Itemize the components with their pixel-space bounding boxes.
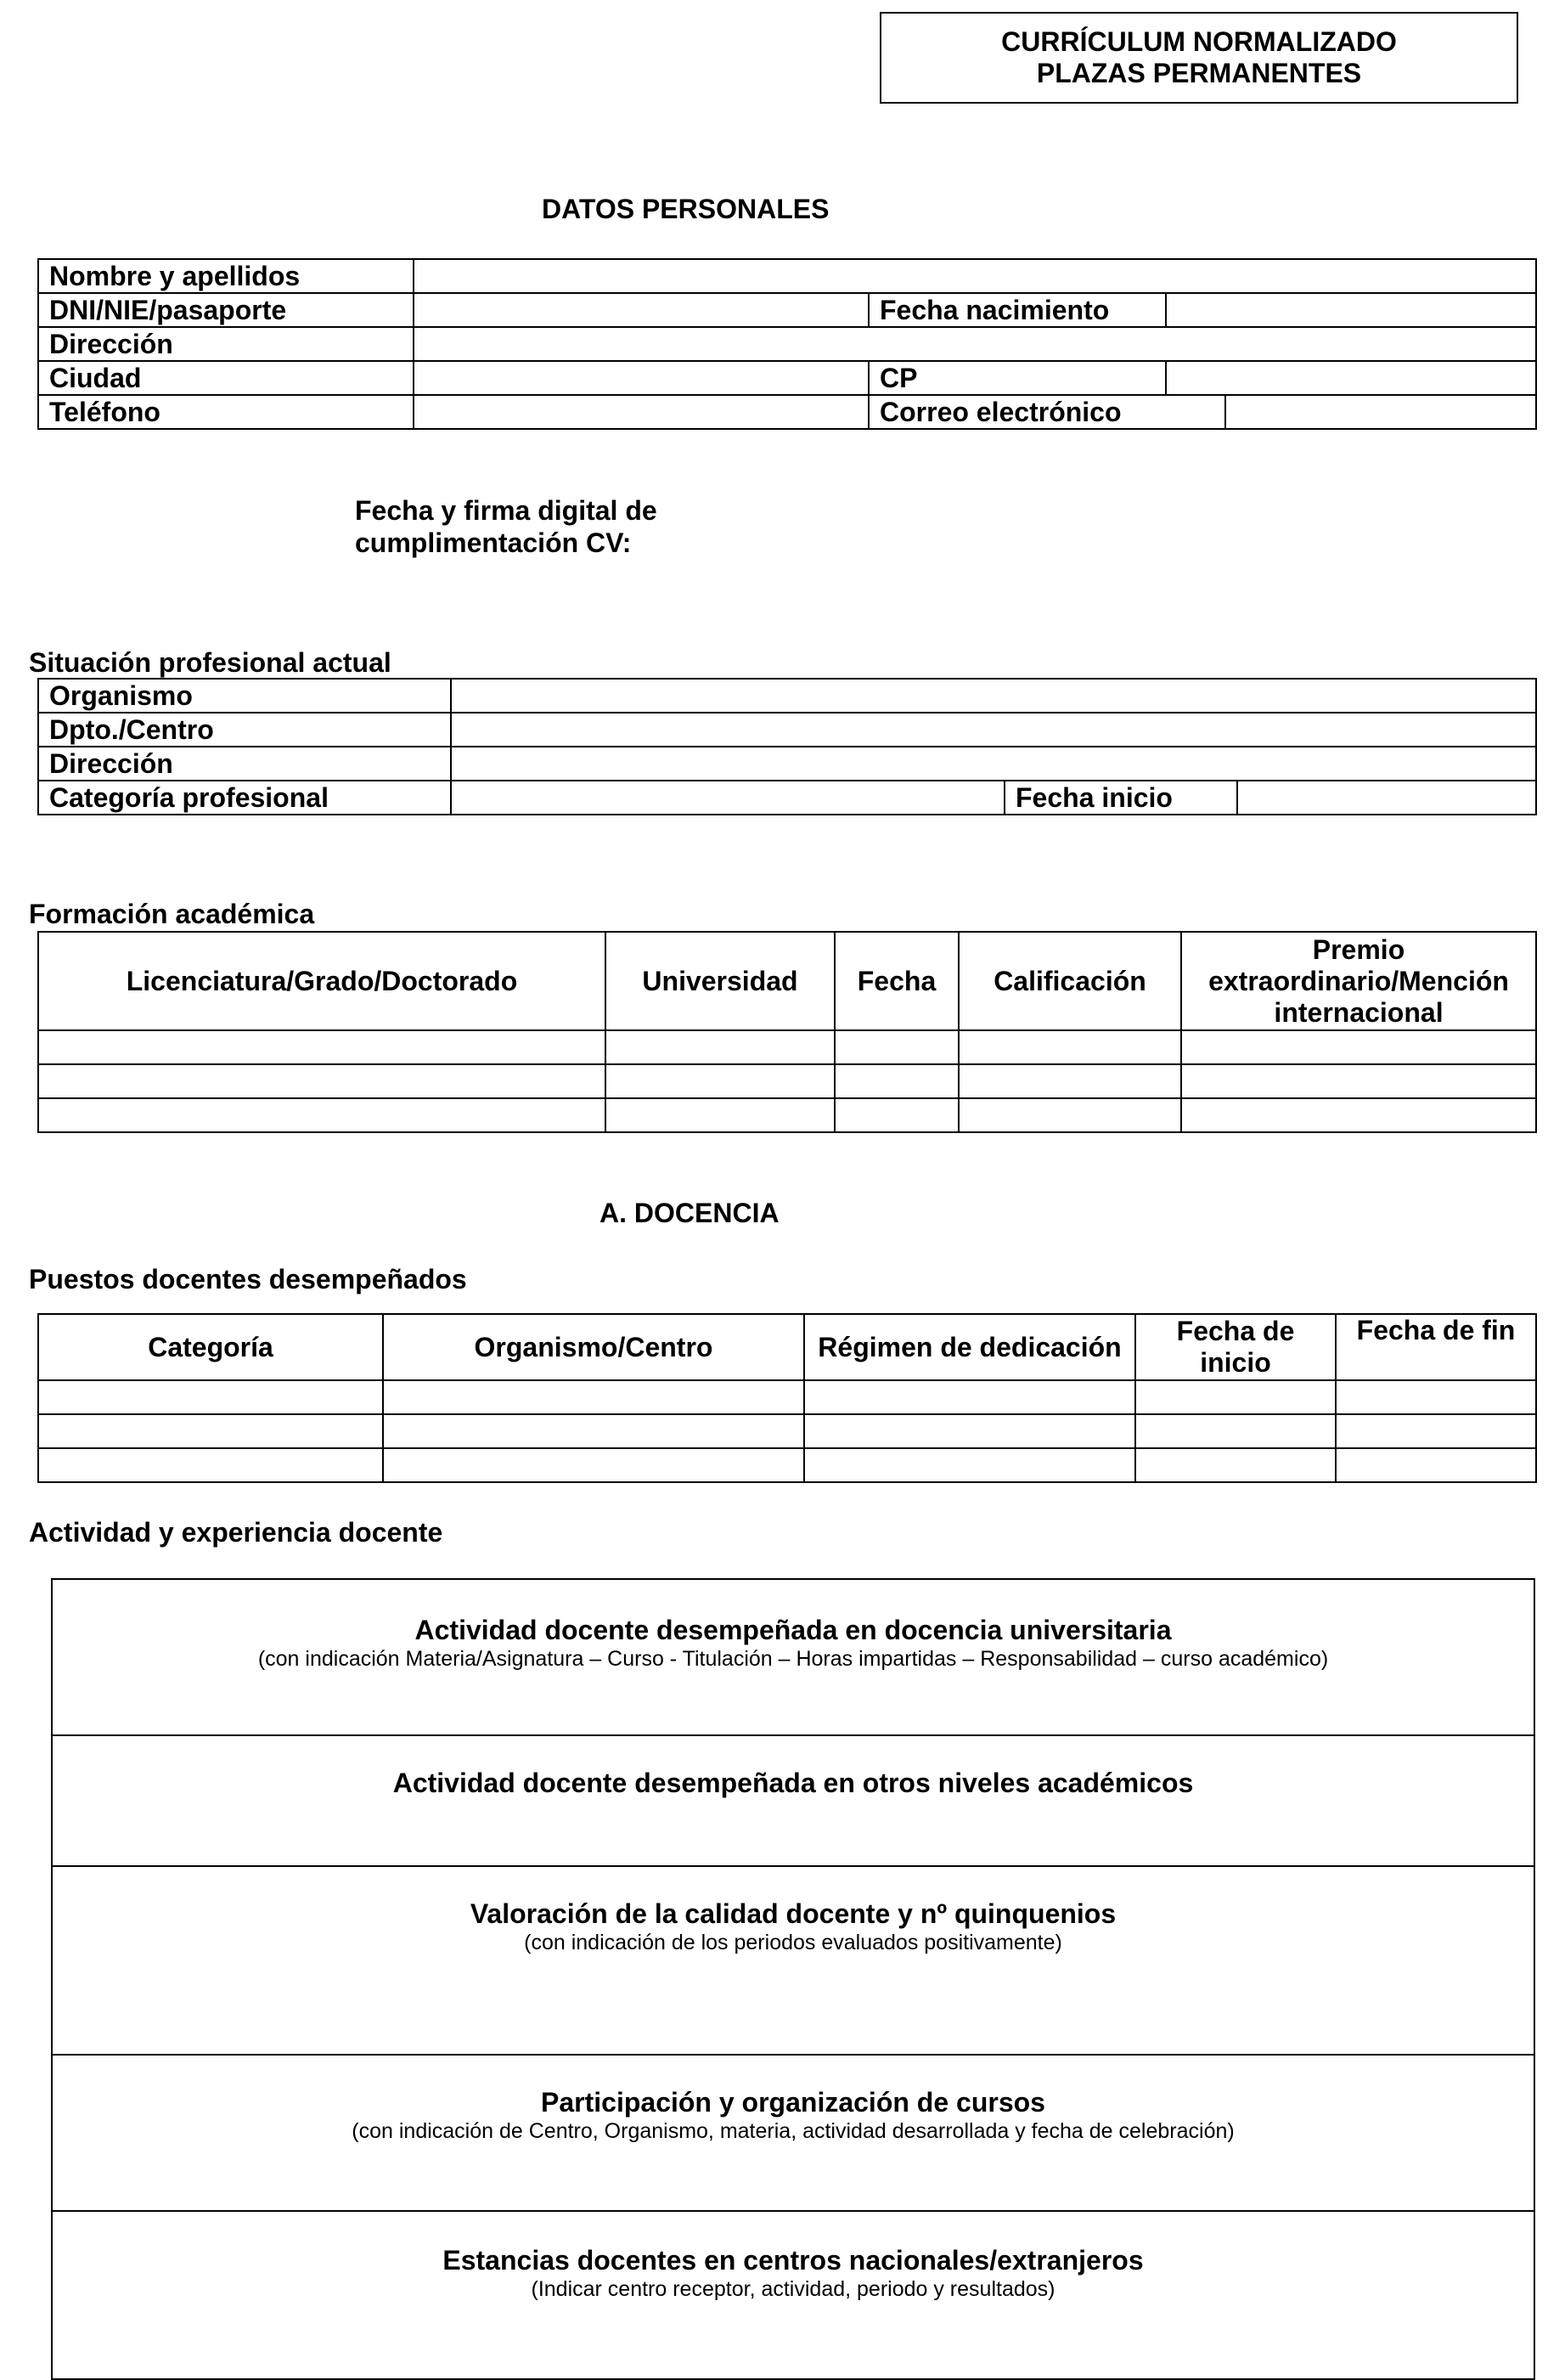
- block-title: Estancias docentes en centros nacionales/extranjeros: [442, 2245, 1144, 2276]
- table-cell[interactable]: [804, 1414, 1135, 1448]
- table-row: [38, 1448, 1536, 1482]
- table-cell[interactable]: [804, 1448, 1135, 1482]
- table-cell[interactable]: [959, 1098, 1181, 1132]
- situacion-heading: Situación profesional actual: [29, 647, 391, 678]
- label-categoria: Categoría profesional: [38, 781, 451, 815]
- formacion-col-fecha: Fecha: [835, 932, 959, 1030]
- table-cell[interactable]: [1181, 1030, 1536, 1064]
- table-row: [38, 1030, 1536, 1064]
- block-subtitle: (con indicación Materia/Asignatura – Curso - Titulación – Horas impartidas – Responsabilidad – curso académico): [257, 1647, 1329, 1671]
- formacion-heading: Formación académica: [29, 899, 315, 929]
- document-title-line2: PLAZAS PERMANENTES: [1036, 58, 1362, 88]
- document-title-box: [880, 12, 1518, 104]
- formacion-table: [37, 931, 1537, 1133]
- field-cp[interactable]: [1166, 361, 1536, 395]
- label-fecha-inicio: Fecha inicio: [1005, 781, 1237, 815]
- table-cell[interactable]: [38, 1098, 605, 1132]
- label-ciudad: Ciudad: [38, 361, 414, 395]
- field-direccion[interactable]: [414, 327, 1536, 361]
- table-cell[interactable]: [1336, 1380, 1536, 1414]
- formacion-col-premio: Premio extraordinario/Mención internacional: [1181, 932, 1536, 1030]
- block-cursos[interactable]: [53, 2056, 1534, 2212]
- table-cell[interactable]: [605, 1030, 835, 1064]
- field-dni[interactable]: [414, 293, 869, 327]
- puestos-col-fecha-fin: Fecha de fin: [1336, 1314, 1536, 1380]
- document-title-line1: CURRÍCULUM NORMALIZADO: [1001, 26, 1397, 57]
- block-title: Actividad docente desempeñada en docencia universitaria: [414, 1615, 1172, 1645]
- table-cell[interactable]: [38, 1414, 383, 1448]
- firma-label-line1: Fecha y firma digital de: [355, 495, 657, 526]
- table-cell[interactable]: [1181, 1098, 1536, 1132]
- table-cell[interactable]: [383, 1380, 804, 1414]
- puestos-table: [37, 1313, 1537, 1483]
- situacion-table: [37, 678, 1537, 815]
- table-cell[interactable]: [804, 1380, 1135, 1414]
- firma-label: [355, 494, 657, 559]
- docencia-heading: A. DOCENCIA: [599, 1198, 780, 1228]
- block-docencia-universitaria[interactable]: [53, 1580, 1534, 1736]
- formacion-col-titulo: Licenciatura/Grado/Doctorado: [38, 932, 605, 1030]
- formacion-header-row: [38, 932, 1536, 1030]
- field-fecha-inicio[interactable]: [1237, 781, 1536, 815]
- table-cell[interactable]: [1336, 1414, 1536, 1448]
- table-cell[interactable]: [1336, 1448, 1536, 1482]
- table-cell[interactable]: [38, 1030, 605, 1064]
- table-cell[interactable]: [1135, 1448, 1336, 1482]
- table-row: [38, 1380, 1536, 1414]
- puestos-header-row: [38, 1314, 1536, 1380]
- field-organismo[interactable]: [451, 679, 1536, 713]
- field-fecha-nacimiento[interactable]: [1166, 293, 1536, 327]
- table-row: [38, 1064, 1536, 1098]
- label-direccion: Dirección: [38, 327, 414, 361]
- table-cell[interactable]: [605, 1064, 835, 1098]
- table-cell[interactable]: [835, 1030, 959, 1064]
- firma-label-line2: cumplimentación CV:: [355, 527, 632, 558]
- field-correo[interactable]: [1225, 395, 1536, 429]
- formacion-col-universidad: Universidad: [605, 932, 835, 1030]
- label-fecha-nacimiento: Fecha nacimiento: [869, 293, 1166, 327]
- block-calidad-docente[interactable]: [53, 1867, 1534, 2056]
- block-title: Valoración de la calidad docente y nº quinquenios: [470, 1898, 1117, 1929]
- label-correo: Correo electrónico: [869, 395, 1225, 429]
- field-ciudad[interactable]: [414, 361, 869, 395]
- formacion-col-calificacion: Calificación: [959, 932, 1181, 1030]
- block-estancias[interactable]: [53, 2212, 1534, 2378]
- actividad-heading: Actividad y experiencia docente: [29, 1517, 443, 1548]
- table-cell[interactable]: [38, 1380, 383, 1414]
- label-organismo: Organismo: [38, 679, 451, 713]
- field-telefono[interactable]: [414, 395, 869, 429]
- table-cell[interactable]: [1135, 1380, 1336, 1414]
- table-cell[interactable]: [38, 1064, 605, 1098]
- block-title: Participación y organización de cursos: [541, 2087, 1045, 2118]
- label-dpto: Dpto./Centro: [38, 713, 451, 747]
- field-nombre[interactable]: [414, 259, 1536, 293]
- field-categoria[interactable]: [451, 781, 1005, 815]
- actividad-docente-blocks: [51, 1578, 1535, 2380]
- puestos-heading: Puestos docentes desempeñados: [29, 1264, 467, 1294]
- table-cell[interactable]: [835, 1064, 959, 1098]
- block-subtitle: (con indicación de Centro, Organismo, materia, actividad desarrollada y fecha de celebración): [352, 2119, 1235, 2143]
- label-cp: CP: [869, 361, 1166, 395]
- table-cell[interactable]: [383, 1414, 804, 1448]
- label-direccion-trabajo: Dirección: [38, 747, 451, 781]
- table-row: [38, 1098, 1536, 1132]
- table-row: [38, 1414, 1536, 1448]
- puestos-col-categoria: Categoría: [38, 1314, 383, 1380]
- label-nombre: Nombre y apellidos: [38, 259, 414, 293]
- datos-personales-table: [37, 258, 1537, 430]
- table-cell[interactable]: [383, 1448, 804, 1482]
- datos-personales-heading: DATOS PERSONALES: [542, 194, 830, 224]
- puestos-col-organismo: Organismo/Centro: [383, 1314, 804, 1380]
- table-cell[interactable]: [959, 1064, 1181, 1098]
- label-dni: DNI/NIE/pasaporte: [38, 293, 414, 327]
- table-cell[interactable]: [605, 1098, 835, 1132]
- table-cell[interactable]: [1135, 1414, 1336, 1448]
- table-cell[interactable]: [38, 1448, 383, 1482]
- field-dpto[interactable]: [451, 713, 1536, 747]
- table-cell[interactable]: [959, 1030, 1181, 1064]
- table-cell[interactable]: [835, 1098, 959, 1132]
- label-telefono: Teléfono: [38, 395, 414, 429]
- table-cell[interactable]: [1181, 1064, 1536, 1098]
- field-direccion-trabajo[interactable]: [451, 747, 1536, 781]
- block-subtitle: (Indicar centro receptor, actividad, periodo y resultados): [531, 2277, 1055, 2301]
- block-subtitle: (con indicación de los periodos evaluados positivamente): [524, 1931, 1062, 1954]
- puestos-col-regimen: Régimen de dedicación: [804, 1314, 1135, 1380]
- block-otros-niveles[interactable]: [53, 1736, 1534, 1867]
- puestos-col-fecha-inicio: Fecha de inicio: [1135, 1314, 1336, 1380]
- block-title: Actividad docente desempeñada en otros niveles académicos: [392, 1768, 1194, 1798]
